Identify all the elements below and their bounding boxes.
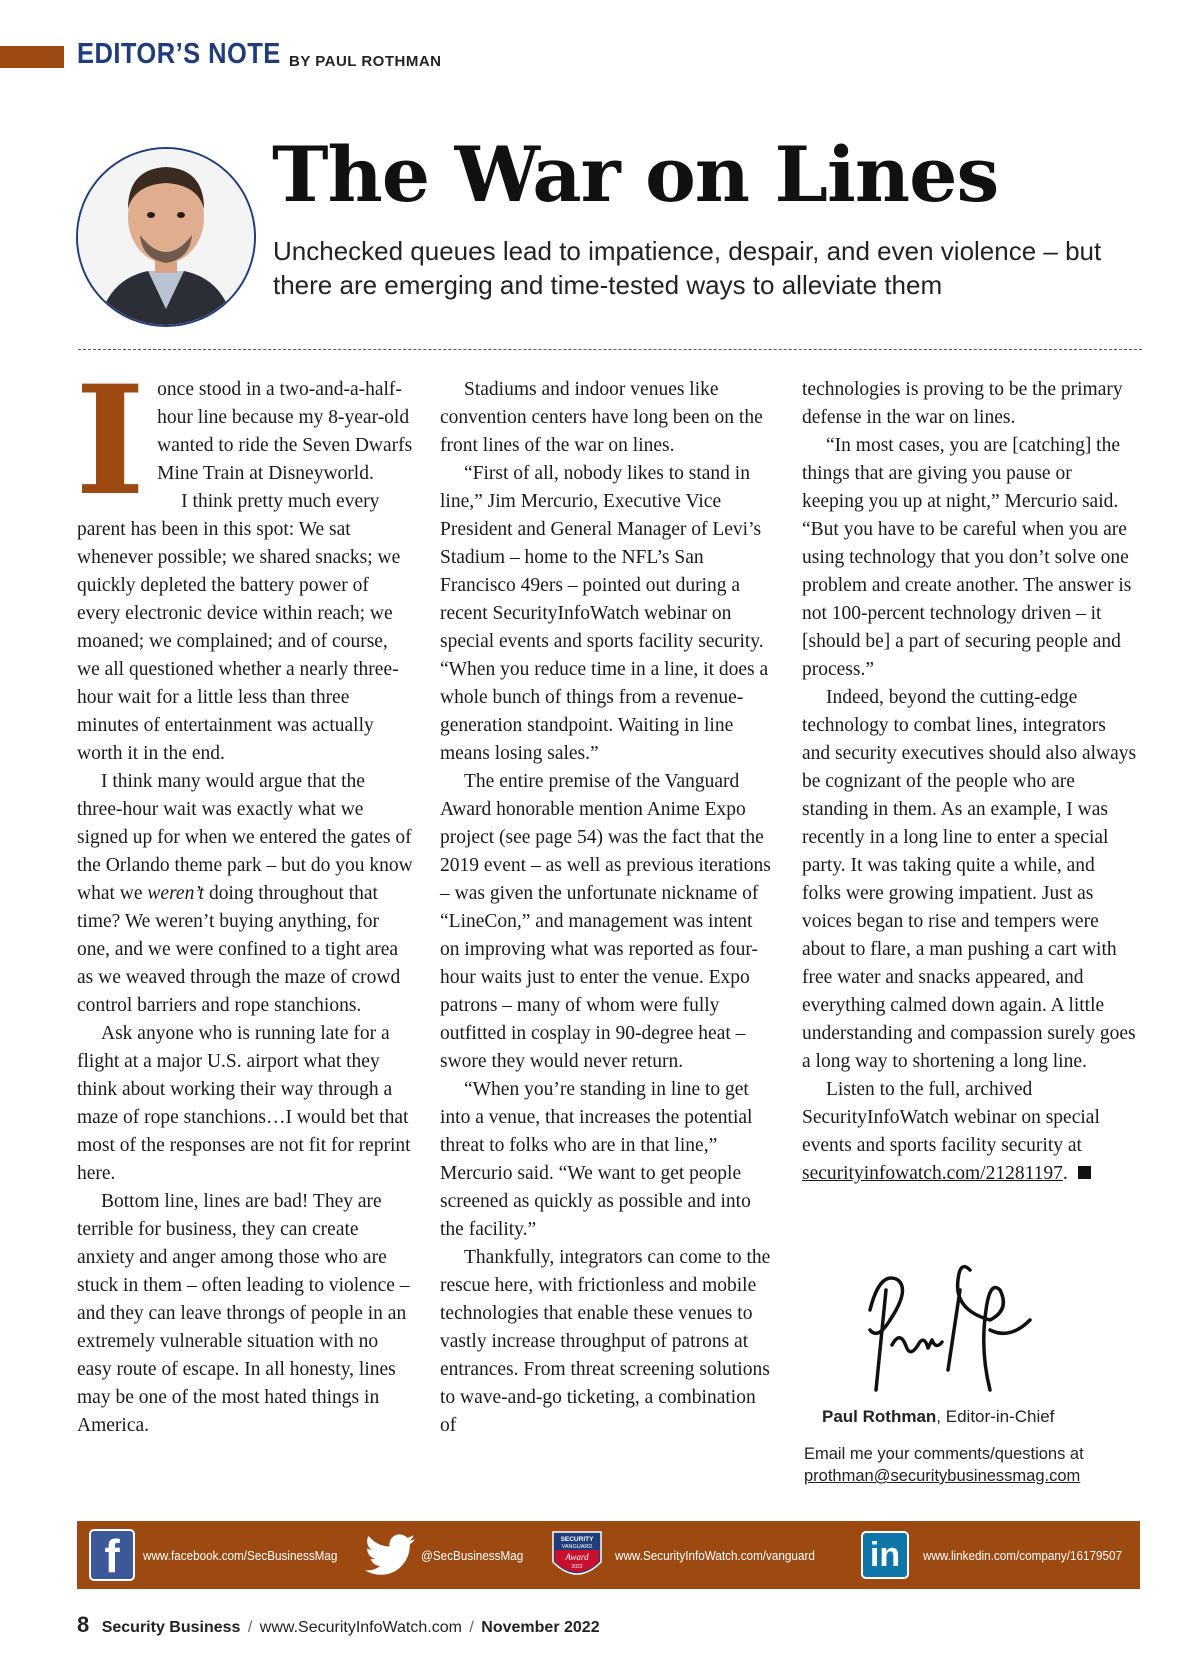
paragraph: technologies is proving to be the primary defense in the war on lines.: [802, 379, 1123, 428]
award-text: Award: [565, 1552, 589, 1562]
twitter-link[interactable]: @SecBusinessMag: [365, 1521, 535, 1589]
paragraph: “When you’re standing in line to get into a venue, that increases the potential threat to folks who are in that line,” Mercurio said. “We want to get people screened as quickly as possible and into the facility.”: [440, 1079, 753, 1240]
paragraph: The entire premise of the Vanguard Award honorable mention Anime Expo project (see page 54) was the fact that the 2019 event – as well as previous iterations – was given the unfortunate nickname of “LineCon,” and management was intent on improving what was reported as four-hour waits just to enter the venue. Expo patrons – many of whom were fully outfitted in cosplay in 90-degree heat – swore they would never return.: [440, 771, 771, 1072]
drop-cap: I: [75, 353, 146, 529]
column-3: [802, 376, 1138, 1188]
award-text: 2022: [571, 1564, 583, 1570]
paragraph: Indeed, beyond the cutting-edge technology to combat lines, integrators and security executives should also always be cognizant of the people who are standing in them. As an example, I was recently in a long line to enter a special party. It was taking quite a while, and folks were growing impatient. Just as voices began to rise and tempers were about to flare, a man pushing a cart with free water and snacks appeared, and everything calmed down again. A little understanding and compassion surely goes a long way to shortening a long line.: [802, 687, 1137, 1072]
magazine-name: Security Business: [101, 1619, 241, 1636]
author-photo: [76, 147, 256, 327]
paragraph: “First of all, nobody likes to stand in line,” Jim Mercurio, Executive Vice President and General Manager of Levi’s Stadium – home to the NFL’s San Francisco 49ers – pointed out during a recent SecurityInfoWatch webinar on special events and sports facility security. “When you reduce time in a line, it does a whole bunch of things from a revenue-generation standpoint. Waiting in line means losing sales.”: [440, 463, 769, 764]
email-prompt: Email me your comments/questions at: [804, 1445, 1084, 1463]
email-link[interactable]: prothman@securitybusinessmag.com: [804, 1467, 1081, 1485]
section-label: EDITOR’S NOTE: [77, 38, 281, 70]
signature-image: [840, 1250, 1040, 1400]
paragraph: I think pretty much every parent has been in this spot: We sat whenever possible; we shared snacks; we quickly depleted the battery power of every electronic device within reach; we moaned; we complained; and of course, we all questioned whether a nearly three-hour wait for a little less than three minutes of entertainment was actually worth it in the end.: [77, 491, 401, 764]
header-accent-bar: [0, 46, 64, 68]
twitter-icon: [365, 1534, 415, 1576]
signature-caption: Paul Rothman, Editor-in-Chief: [822, 1407, 1055, 1426]
byline: BY PAUL ROTHMAN: [289, 53, 442, 70]
webinar-link[interactable]: securityinfowatch.com/21281197: [802, 1163, 1063, 1184]
paragraph: Ionce stood in a two-and-a-half-hour line because my 8-year-old wanted to ride the Seven Dwarfs Mine Train at Disneyworld.: [75, 353, 413, 529]
page-number: 8: [77, 1612, 90, 1637]
article-subtitle: Unchecked queues lead to impatience, despair, and even violence – but there are emerging and time-tested ways to alleviate them: [273, 236, 1102, 300]
footer-site: www.SecurityInfoWatch.com: [259, 1619, 462, 1636]
linkedin-link[interactable]: in www.linkedin.com/company/16179507: [861, 1521, 1144, 1589]
page-footer: 8 Security Business / www.SecurityInfoWatch.com / November 2022: [77, 1612, 600, 1637]
paragraph: Bottom line, lines are bad! They are terrible for business, they can create anxiety and anger among those who are stuck in them – often leading to violence – and they can leave throngs of people in an extremely vulnerable situation with no easy route of escape. In all honesty, lines may be one of the most hated things in America.: [77, 1191, 410, 1436]
facebook-link[interactable]: f www.facebook.com/SecBusinessMag: [89, 1521, 359, 1589]
divider: [78, 349, 1142, 350]
article-title: The War on Lines: [272, 130, 999, 219]
column-2: [440, 376, 776, 1440]
paragraph: Stadiums and indoor venues like convention centers have long been on the front lines of the war on lines.: [440, 379, 763, 456]
award-text: SECURITY: [560, 1536, 594, 1543]
vanguard-award-badge: [547, 1524, 607, 1586]
award-text: VANGUARD: [561, 1544, 593, 1550]
vanguard-link[interactable]: SECURITY VANGUARD Award 2022 www.SecurityInfoWatch.com/vanguard: [547, 1521, 837, 1589]
paragraph: Thankfully, integrators can come to the rescue here, with frictionless and mobile technologies that enable these venues to vastly increase throughput of patrons at entrances. From threat screening solutions to wave-and-go ticketing, a combination of: [440, 1247, 771, 1436]
author-portrait-image: [78, 149, 254, 325]
paragraph: I think many would argue that the three-hour wait was exactly what we signed up for when we entered the gates of the Orlando theme park – but do you know what we weren’t doing throughout that time? We weren’t buying anything, for one, and we were confined to a tight area as we weaved through the maze of crowd control barriers and rope stanchions.: [77, 771, 413, 1016]
linkedin-icon: in: [861, 1531, 909, 1579]
facebook-icon: f: [89, 1529, 135, 1581]
end-mark-icon: [1078, 1166, 1091, 1179]
issue-date: November 2022: [481, 1619, 600, 1636]
paragraph: Ask anyone who is running late for a flight at a major U.S. airport what they think about working their way through a maze of rope stanchions…I would bet that most of the responses are not fit for reprint here.: [77, 1023, 411, 1184]
column-1: [75, 353, 413, 1440]
social-bar: [77, 1521, 1140, 1589]
email-block: [804, 1443, 1084, 1487]
paragraph: “In most cases, you are [catching] the things that are giving you pause or keeping you up at night,” Mercurio said. “But you have to be careful when you are using technology that you don’t solve one problem and create another. The answer is not 100-percent technology driven – it [should be] a part of securing people and process.”: [802, 435, 1132, 680]
paragraph: Listen to the full, archived SecurityInfoWatch webinar on special events and sports facility security at securityinfowatch.com/21281197.: [802, 1079, 1100, 1184]
